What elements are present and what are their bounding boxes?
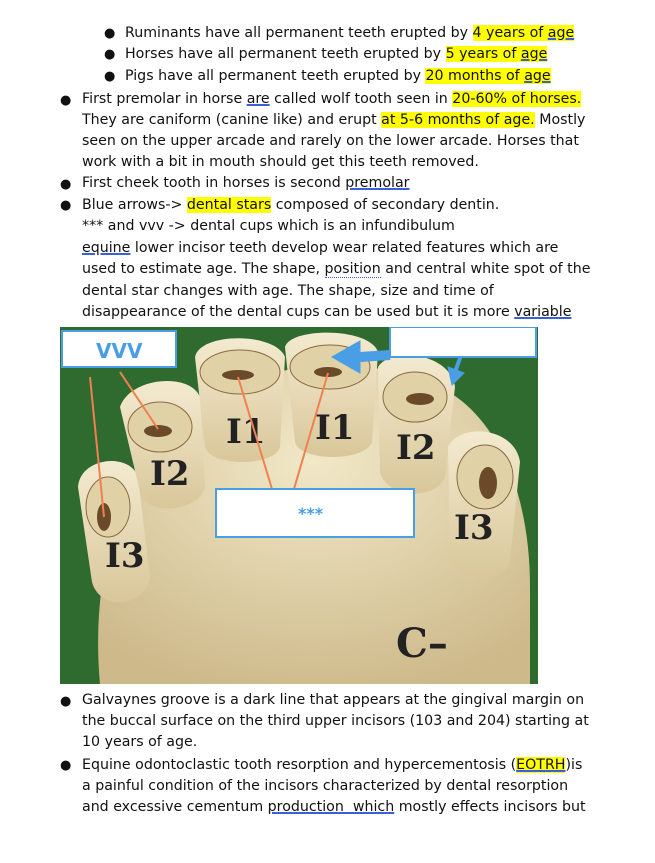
- text: age: [547, 25, 575, 41]
- highlight: [446, 46, 548, 62]
- text: Horses have all permanent teeth erupted by: [125, 46, 446, 62]
- text: premolar: [345, 175, 410, 191]
- paragraph-line: dental star changes with age. The shape, size and time of: [82, 283, 494, 299]
- text: 4 years of: [472, 25, 548, 41]
- paragraph-line: the buccal surface on the third upper incisors (103 and 204) starting at: [82, 713, 589, 729]
- label-vvv: VVV: [96, 339, 143, 363]
- bullet-icon: ●: [104, 69, 116, 84]
- sub-bullet-horses: [125, 44, 547, 65]
- label-i1-right: I1: [315, 408, 355, 448]
- incisor-teeth-photo: [60, 327, 538, 684]
- paragraph-line: [82, 755, 582, 776]
- bullet-icon: ●: [60, 758, 72, 773]
- label-box-arrows: [390, 327, 536, 357]
- text: They are caniform (canine like) and erupt: [82, 112, 382, 128]
- paragraph-line: [82, 173, 410, 194]
- text: composed of secondary dentin.: [271, 197, 500, 213]
- text: Equine odontoclastic tooth resorption and hypercementosis (: [82, 757, 517, 773]
- bullet-icon: ●: [60, 198, 72, 213]
- bullet-icon: ●: [104, 47, 116, 62]
- paragraph-line: [82, 238, 558, 259]
- label-i2-right: I2: [396, 428, 436, 468]
- bullet-icon: ●: [60, 93, 72, 108]
- text: used to estimate age. The shape,: [82, 261, 325, 277]
- text: lower incisor teeth develop wear related features which are: [130, 240, 559, 256]
- paragraph-line: [82, 302, 571, 323]
- bullet-icon: ●: [60, 177, 72, 192]
- text: age: [524, 68, 551, 84]
- text: Mostly: [534, 112, 586, 128]
- tooth-right-i2: [378, 355, 455, 493]
- paragraph-line: 10 years of age.: [82, 734, 198, 750]
- paragraph-line: [82, 259, 590, 280]
- label-i3-right: I3: [454, 508, 494, 548]
- text: production which: [267, 799, 395, 815]
- text: called wolf tooth seen in: [269, 91, 453, 107]
- highlight: 20-60% of horses.: [452, 91, 582, 107]
- paragraph-line: *** and vvv -> dental cups which is an infundibulum: [82, 218, 455, 234]
- text: age: [520, 46, 548, 62]
- text: disappearance of the dental cups can be used but it is more: [82, 304, 515, 320]
- text: Ruminants have all permanent teeth erupted by: [125, 25, 473, 41]
- highlight: at 5-6 months of age.: [381, 112, 535, 128]
- highlight: EOTRH: [516, 757, 566, 773]
- text: First cheek tooth in horses is second: [82, 175, 346, 191]
- text: Pigs have all permanent teeth erupted by: [125, 68, 426, 84]
- paragraph-line: [82, 797, 586, 818]
- sub-bullet-ruminants: [125, 23, 574, 44]
- paragraph-line: [82, 195, 499, 216]
- tooth-right-i3: [448, 431, 520, 578]
- text: )is: [565, 757, 583, 773]
- text: Blue arrows->: [82, 197, 187, 213]
- text: and central white spot of the: [380, 261, 591, 277]
- paragraph-line: a painful condition of the incisors characterized by dental resorption: [82, 778, 569, 794]
- bullet-icon: ●: [104, 26, 116, 41]
- highlight: [473, 25, 575, 41]
- label-i2-left: I2: [150, 454, 190, 494]
- sub-bullet-pigs: [125, 66, 551, 87]
- paragraph-line: Galvaynes groove is a dark line that appears at the gingival margin on: [82, 692, 585, 708]
- paragraph-line: [82, 89, 581, 110]
- text: First premolar in horse: [82, 91, 247, 107]
- text: mostly effects incisors but: [394, 799, 586, 815]
- bullet-icon: ●: [60, 694, 72, 709]
- text: and excessive cementum: [82, 799, 268, 815]
- text: are: [246, 91, 270, 107]
- label-c: C–: [396, 620, 448, 667]
- text: 5 years of: [445, 46, 521, 62]
- highlight: dental stars: [186, 197, 272, 213]
- label-i1-left: I1: [226, 412, 266, 452]
- text: variable: [514, 304, 572, 320]
- paragraph-line: work with a bit in mouth should get this teeth removed.: [82, 154, 479, 170]
- text: 20 months of: [425, 68, 525, 84]
- highlight: [425, 68, 550, 84]
- label-stars: ***: [298, 504, 324, 523]
- label-i3-left: I3: [105, 536, 145, 576]
- paragraph-line: seen on the upper arcade and rarely on the lower arcade. Horses that: [82, 133, 579, 149]
- text: equine: [82, 240, 131, 256]
- text: position: [324, 261, 381, 277]
- paragraph-line: [82, 110, 585, 131]
